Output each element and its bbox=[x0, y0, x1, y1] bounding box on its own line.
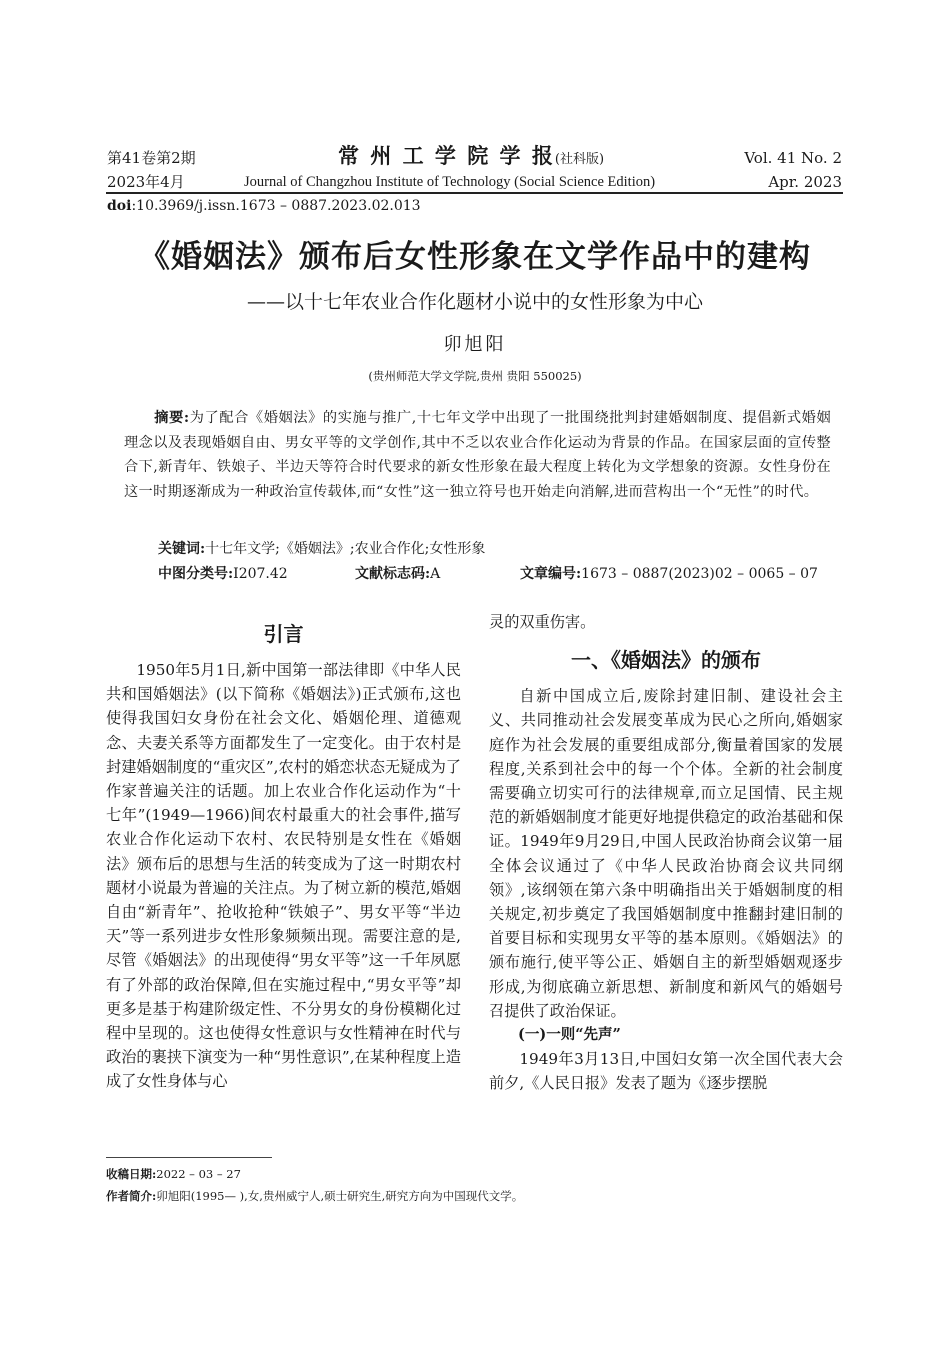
subsection1-paragraph: 1949年3月13日,中国妇女第一次全国代表大会前夕,《人民日报》发表了题为《逐步摆脱 bbox=[489, 1050, 843, 1093]
abstract-label: 摘要: bbox=[154, 410, 190, 426]
article-title: 《婚姻法》颁布后女性形象在文学作品中的建构 bbox=[139, 239, 811, 275]
header-volume: 第41卷第2期 bbox=[107, 149, 196, 167]
header-date-cn: 2023年4月 bbox=[107, 173, 185, 191]
keywords bbox=[158, 537, 485, 561]
journal-edition: (社科版) bbox=[554, 152, 605, 167]
keywords-label: 关键词: bbox=[158, 541, 206, 557]
doc-code-value: A bbox=[430, 566, 441, 582]
received-date bbox=[106, 1165, 241, 1183]
author-bio-label: 作者简介: bbox=[106, 1189, 157, 1203]
section1-paragraph: 自新中国成立后,废除封建旧制、建设社会主义、共同推动社会发展变革成为民心之所向,婚姻家庭作为社会发展的重要组成部分,衡量着国家的发展程度,关系到社会中的每一个个体。全新的社会制度需要确立切实可行的法律规章,而立足国情、民主规范的新婚姻制度才能更好地提供稳定的政治基础和保证。1949年9月29日,中国人民政治协商会议第一届全体会议通过了《中华人民政治协商会议共同纲领》,该纲领在第六条中明确指出关于婚姻制度的相关规定,初步奠定了我国婚姻制度中推翻封建旧制的首要目标和实现男女平等的基本原则。《婚姻法》的颁布施行,使平等公正、婚姻自主的新型婚姻观逐步形成,为彻底确立新思想、新制度和新风气的婚姻号召提供了政治保证。 bbox=[489, 687, 843, 1020]
author-bio bbox=[106, 1187, 523, 1205]
clc-value: I207.42 bbox=[233, 566, 288, 582]
article-number bbox=[520, 562, 818, 586]
abstract-text: 为了配合《婚姻法》的实施与推广,十七年文学中出现了一批围绕批判封建婚姻制度、提倡新式婚姻理念以及表现婚姻自由、男女平等的文学创作,其中不乏以农业合作化运动为背景的作品。在国家层面的宣传整合下,新青年、铁娘子、半边天等符合时代要求的新女性形象在最大程度上转化为文学想象的资源。女性身份在这一时期逐渐成为一种政治宣传载体,而“女性”这一独立符号也开始走向消解,进而营构出一个“无性”的时代。 bbox=[124, 410, 831, 500]
doc-code-label: 文献标志码: bbox=[355, 566, 431, 582]
received-label: 收稿日期: bbox=[106, 1167, 157, 1181]
article-author: 卯旭阳 bbox=[443, 334, 507, 355]
abstract bbox=[124, 406, 831, 504]
article-no-value: 1673 – 0887(2023)02 – 0065 – 07 bbox=[581, 566, 818, 582]
section1-heading: 一、《婚姻法》的颁布 bbox=[571, 648, 761, 673]
left-column bbox=[106, 658, 461, 1094]
header-rule bbox=[106, 192, 843, 194]
header-journal-en: Journal of Changzhou Institute of Technology (Social Science Edition) bbox=[244, 174, 656, 190]
header-date-en: Apr. 2023 bbox=[768, 173, 842, 191]
clc-number bbox=[158, 562, 288, 586]
journal-name-cn: 常 州 工 学 院 学 报 bbox=[338, 143, 555, 168]
subsection1-heading: (一)一则“先声” bbox=[518, 1026, 621, 1044]
header-journal-title bbox=[338, 143, 604, 173]
intro-continuation: 灵的双重伤害。 bbox=[489, 613, 596, 631]
intro-heading: 引言 bbox=[263, 622, 304, 646]
header-vol-no: Vol. 41 No. 2 bbox=[744, 149, 842, 167]
received-value: 2022 – 03 – 27 bbox=[156, 1167, 241, 1181]
clc-label: 中图分类号: bbox=[158, 566, 234, 582]
keywords-text: 十七年文学;《婚姻法》;农业合作化;女性形象 bbox=[205, 541, 486, 557]
footnote-rule bbox=[106, 1157, 272, 1158]
right-column bbox=[489, 610, 843, 1095]
document-code bbox=[355, 562, 440, 586]
article-no-label: 文章编号: bbox=[520, 566, 582, 582]
doi-line bbox=[107, 196, 421, 216]
author-affiliation: (贵州师范大学文学院,贵州 贵阳 550025) bbox=[368, 369, 582, 383]
intro-paragraph: 1950年5月1日,新中国第一部法律即《中华人民共和国婚姻法》(以下简称《婚姻法》)正式颁布,这也使得我国妇女身份在社会文化、婚姻伦理、道德观念、夫妻关系等方面都发生了一定变化。由于农村是封建婚姻制度的“重灾区”,农村的婚恋状态无疑成为了作家普遍关注的话题。加上农业合作化运动作为“十七年”(1949—1966)间农村最重大的社会事件,描写农业合作化运动下农村、农民特别是女性在《婚姻法》颁布后的思想与生活的转变成为了这一时期农村题材小说最为普遍的关注点。为了树立新的模范,婚姻自由“新青年”、抢收抢种“铁娘子”、男女平等“半边天”等一系列进步女性形象频频出现。需要注意的是,尽管《婚姻法》的出现使得“男女平等”这一千年夙愿有了外部的政治保障,但在实施过程中,“男女平等”却更多是基于构建阶级定性、不分男女的身份模糊化过程中呈现的。这也使得女性意识与女性精神在时代与政治的裹挟下演变为一种“男性意识”,在某种程度上造成了女性身体与心 bbox=[106, 661, 461, 1091]
author-bio-text: 卯旭阳(1995— ),女,贵州威宁人,硕士研究生,研究方向为中国现代文学。 bbox=[156, 1189, 524, 1203]
doi-value: :10.3969/j.issn.1673 – 0887.2023.02.013 bbox=[131, 198, 421, 214]
article-subtitle: ——以十七年农业合作化题材小说中的女性形象为中心 bbox=[246, 291, 703, 313]
doi-label: doi bbox=[107, 198, 132, 214]
